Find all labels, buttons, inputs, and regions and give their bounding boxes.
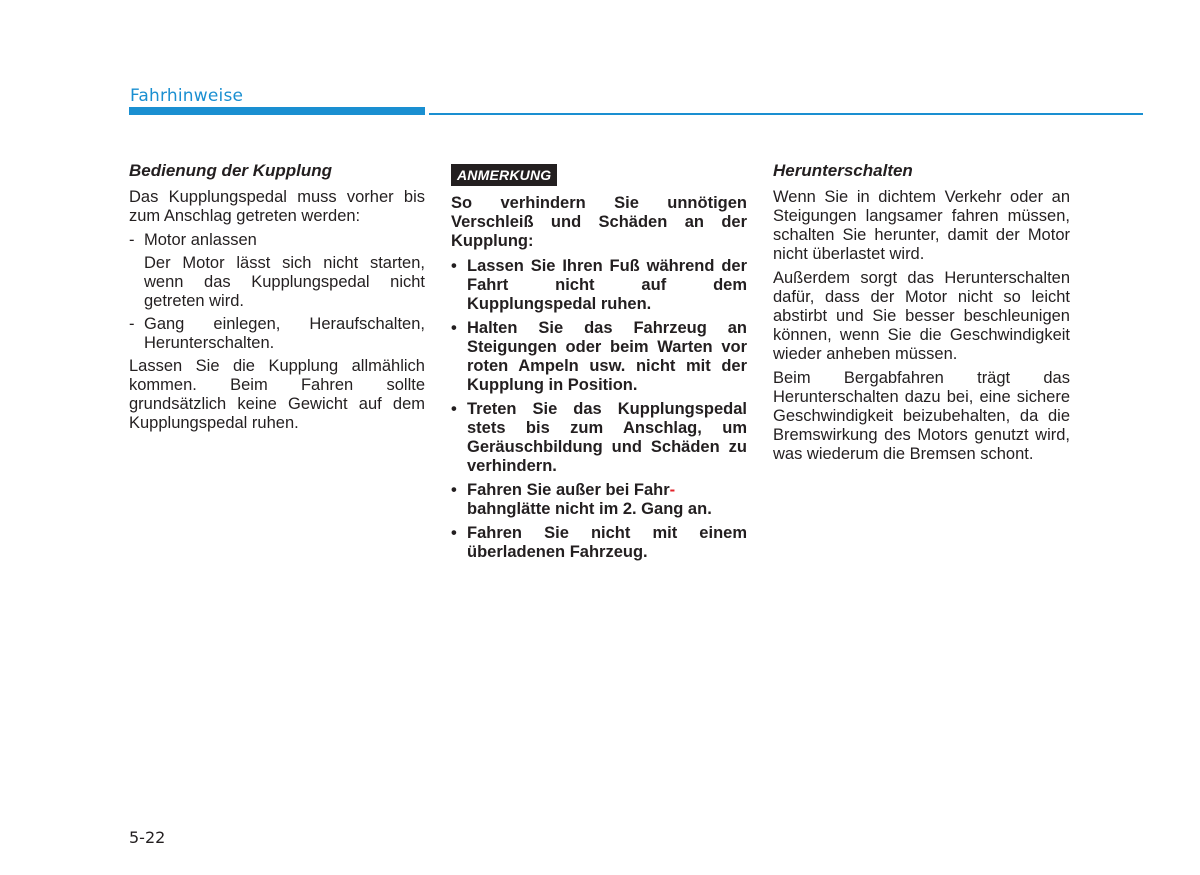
note-bullet-text: Halten Sie das Fahrzeug an Steigungen oder beim Warten vor roten Ampeln usw. nicht mit der Kupplung in Position. (467, 319, 747, 394)
column-herunterschalten (773, 160, 1070, 469)
list-item (129, 315, 425, 353)
note-bullet-text: Fahren Sie nicht mit einem überladenen Fahrzeug. (467, 524, 747, 561)
body-paragraph: Wenn Sie in dichtem Verkehr oder an Steigungen langsamer fahren müssen, schalten Sie herunter, damit der Motor nicht überlastet wird. (773, 188, 1070, 263)
note-badge: ANMERKUNG (451, 164, 557, 186)
section-title-herunterschalten: Herunterschalten (773, 161, 913, 180)
header-rule-line (429, 113, 1143, 115)
note-bullet-text: Lassen Sie Ihren Fuß während der Fahrt nicht auf dem Kupplungspedal ruhen. (467, 257, 747, 313)
section-title-kupplung: Bedienung der Kupplung (129, 161, 333, 180)
closing-paragraph: Lassen Sie die Kupplung allmählich kommen. Beim Fahren sollte grundsätzlich keine Gewicht auf dem Kupplungspedal ruhen. (129, 357, 425, 432)
bullet-marker: • (451, 319, 457, 337)
list-item-label: Motor anlassen (144, 231, 257, 249)
note-bullet-text: Treten Sie das Kupplungspedal stets bis zum Anschlag, um Geräuschbildung und Schäden zu verhindern. (467, 400, 747, 475)
bullet-text-part: bahnglätte nicht im 2. Gang an. (467, 500, 712, 518)
note-bullet-text (467, 481, 712, 518)
bullet-marker: • (451, 257, 457, 275)
note-bullet (451, 481, 747, 519)
body-paragraph: Außerdem sorgt das Herunterschalten dafür, dass der Motor nicht so leicht abstirbt und Sie besser beschleunigen können, wenn Sie die Geschwindigkeit wieder anheben müssen. (773, 269, 1070, 363)
note-bullet (451, 257, 747, 314)
column-kupplung (129, 160, 425, 438)
bullet-text-part: Fahren Sie außer bei Fahr (467, 481, 670, 499)
bullet-marker: • (451, 400, 457, 418)
hyphen-mark: - (669, 481, 676, 499)
dash-marker: - (129, 231, 135, 249)
bullet-marker: • (451, 524, 457, 542)
list-item-label: Gang einlegen, Heraufschalten, Herunterschalten. (144, 315, 425, 352)
section-header-title: Fahrhinweise (130, 86, 244, 106)
dash-marker: - (129, 315, 135, 333)
note-bullet (451, 400, 747, 476)
page-number: 5-22 (129, 828, 166, 847)
column-anmerkung (451, 160, 747, 567)
note-bullet (451, 524, 747, 562)
bullet-marker: • (451, 481, 457, 499)
body-paragraph: Beim Bergabfahren trägt das Herunterschalten dazu bei, eine sichere Geschwindigkeit beizubehalten, da die Bremswirkung des Motors genutzt wird, was wiederum die Bremsen schont. (773, 369, 1070, 463)
note-lead-text: So verhindern Sie unnötigen Verschleiß und Schäden an der Kupplung: (451, 194, 747, 250)
list-item (129, 231, 425, 250)
list-item-detail: Der Motor lässt sich nicht starten, wenn das Kupplungspedal nicht getreten wird. (144, 254, 425, 310)
header-accent-bar (129, 107, 425, 115)
intro-paragraph: Das Kupplungspedal muss vorher bis zum Anschlag getreten werden: (129, 188, 425, 225)
note-bullet (451, 319, 747, 395)
